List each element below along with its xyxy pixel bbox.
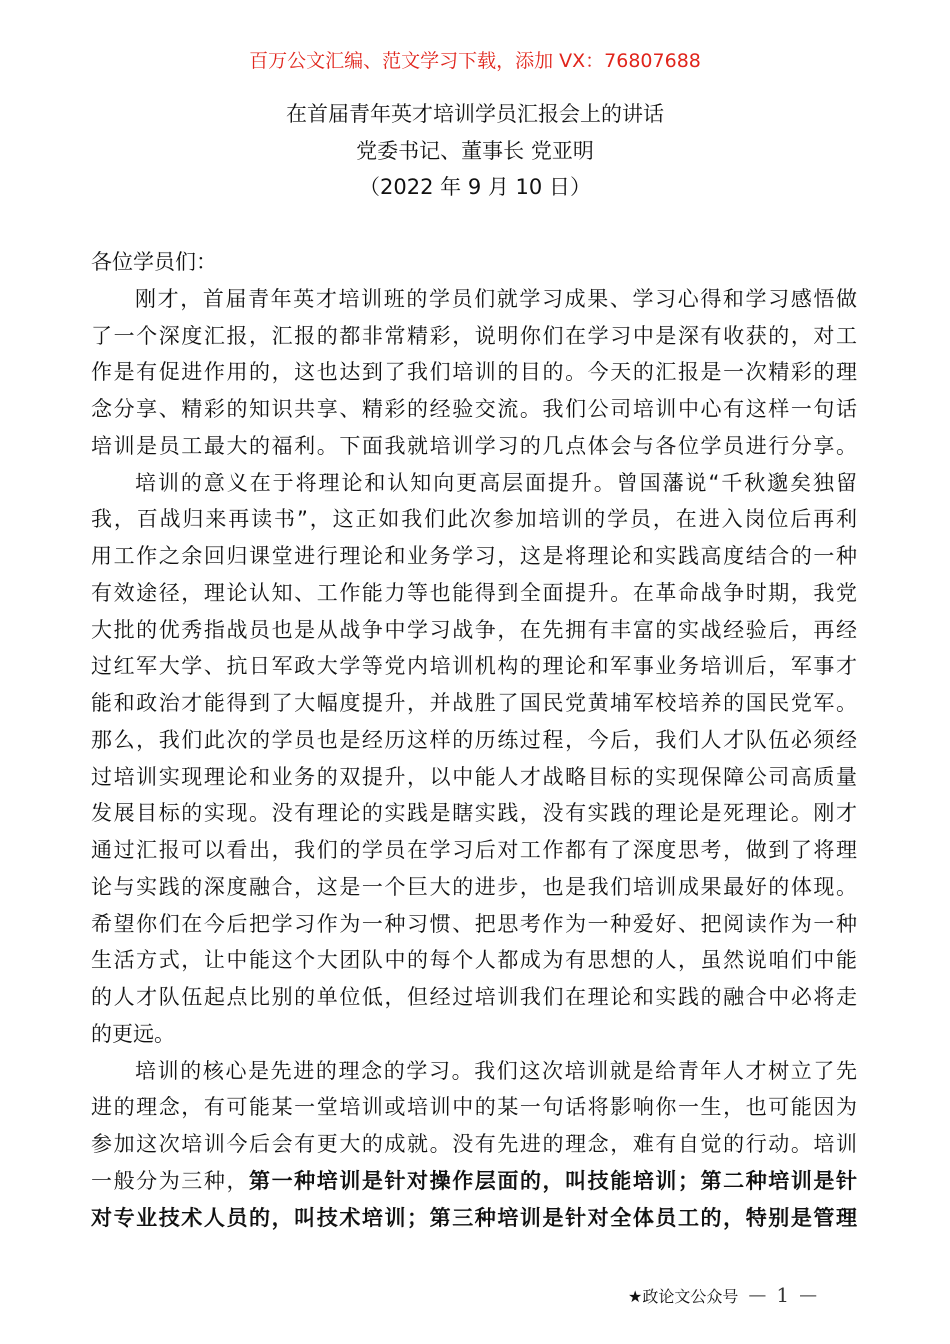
text-line [91, 575, 857, 612]
text-line [91, 1163, 857, 1200]
text-segment: 希望你们在今后把学习作为一种习惯、把思考作为一种爱好、把阅读作为一种 [91, 911, 857, 936]
text-line [91, 538, 857, 575]
text-line [91, 795, 857, 832]
text-segment: 过培训实现理论和业务的双提升，以中能人才战略目标的实现保障公司高质量 [91, 764, 857, 789]
page-footer [628, 1283, 817, 1307]
text-line [91, 1053, 857, 1090]
text-line [91, 906, 857, 943]
text-line [91, 1200, 857, 1237]
text-segment: 我，百战归来再读书”，这正如我们此次参加培训的学员，在进入岗位后再利 [91, 507, 857, 532]
watermark-banner: 百万公文汇编、范文学习下载，添加 VX：76807688 [249, 50, 701, 72]
text-line [91, 869, 857, 906]
text-segment: 过红军大学、抗日军政大学等党内培训机构的理论和军事业务培训后，军事才 [91, 654, 857, 679]
text-line [91, 979, 857, 1016]
text-segment: 培训的意义在于将理论和认知向更高层面提升。曾国藩说“千秋邈矣独留 [135, 470, 857, 495]
text-segment: 发展目标的实现。没有理论的实践是瞎实践，没有实践的理论是死理论。刚才 [91, 801, 857, 826]
page-number: 1 [776, 1283, 790, 1307]
text-segment: 通过汇报可以看出，我们的学员在学习后对工作都有了深度思考，做到了将理 [91, 838, 857, 862]
text-line [91, 281, 857, 318]
text-segment: 大批的优秀指战员也是从战争中学习战争，在先拥有丰富的实战经验后，再经 [91, 617, 857, 642]
text-line [91, 722, 857, 759]
text-line [91, 648, 857, 685]
text-line [91, 942, 857, 979]
text-segment: 念分享、精彩的知识共享、精彩的经验交流。我们公司培训中心有这样一句话 [91, 397, 857, 421]
text-line [91, 612, 857, 649]
text-line [91, 685, 857, 722]
bold-text-segment: 第一种培训是针对操作层面的，叫技能培训；第二种培训是针 [249, 1168, 857, 1193]
footer-dash-left: — [748, 1284, 767, 1306]
text-line [91, 501, 857, 538]
text-segment: 有效途径，理论认知、工作能力等也能得到全面提升。在革命战争时期，我党 [91, 580, 857, 605]
text-segment: 用工作之余回归课堂进行理论和业务学习，这是将理论和实践高度结合的一种 [91, 544, 857, 568]
text-line [91, 318, 857, 355]
text-segment: 培训是员工最大的福利。下面我就培训学习的几点体会与各位学员进行分享。 [91, 433, 857, 458]
text-segment: 论与实践的深度融合，这是一个巨大的进步，也是我们培训成果最好的体现。 [91, 874, 857, 899]
speaker-line: 党委书记、董事长 党亚明 [356, 139, 594, 163]
text-segment: 那么，我们此次的学员也是经历这样的历练过程，今后，我们人才队伍必须经 [91, 727, 857, 752]
text-segment: 参加这次培训今后会有更大的成就。没有先进的理念，难有自觉的行动。培训 [91, 1132, 857, 1156]
bold-text-segment: 对专业技术人员的，叫技术培训；第三种培训是针对全体员工的，特别是管理 [91, 1205, 857, 1230]
text-segment: 的人才队伍起点比别的单位低，但经过培训我们在理论和实践的融合中必将走 [91, 985, 857, 1009]
text-line [91, 354, 857, 391]
text-segment: 刚才，首届青年英才培训班的学员们就学习成果、学习心得和学习感悟做 [135, 286, 857, 311]
date-line: （2022 年 9 月 10 日） [359, 175, 591, 199]
text-line [91, 1089, 857, 1126]
text-line [91, 1126, 857, 1163]
text-line [91, 465, 857, 502]
text-line [91, 832, 857, 869]
text-line [91, 759, 857, 796]
text-line [91, 428, 857, 465]
text-segment: 的更远。 [91, 1021, 175, 1046]
footer-source: ★政论文公众号 [628, 1286, 739, 1306]
text-line [91, 1016, 857, 1053]
document-title: 在首届青年英才培训学员汇报会上的讲话 [286, 102, 664, 126]
text-segment: 培训的核心是先进的理念的学习。我们这次培训就是给青年人才树立了先 [135, 1058, 857, 1083]
text-line [91, 391, 857, 428]
text-line [91, 244, 857, 281]
document-body [91, 244, 857, 1236]
text-segment: 能和政治才能得到了大幅度提升，并战胜了国民党黄埔军校培养的国民党军。 [91, 691, 857, 715]
text-segment: 生活方式，让中能这个大团队中的每个人都成为有思想的人，虽然说咱们中能 [91, 948, 857, 973]
text-segment: 一般分为三种， [91, 1168, 250, 1193]
footer-dash-right: — [799, 1284, 818, 1306]
text-segment: 作是有促进作用的，这也达到了我们培训的目的。今天的汇报是一次精彩的理 [91, 360, 857, 385]
text-segment: 进的理念，有可能某一堂培训或培训中的某一句话将影响你一生，也可能因为 [91, 1095, 857, 1120]
text-segment: 各位学员们： [91, 250, 217, 274]
text-segment: 了一个深度汇报，汇报的都非常精彩，说明你们在学习中是深有收获的，对工 [91, 323, 857, 348]
